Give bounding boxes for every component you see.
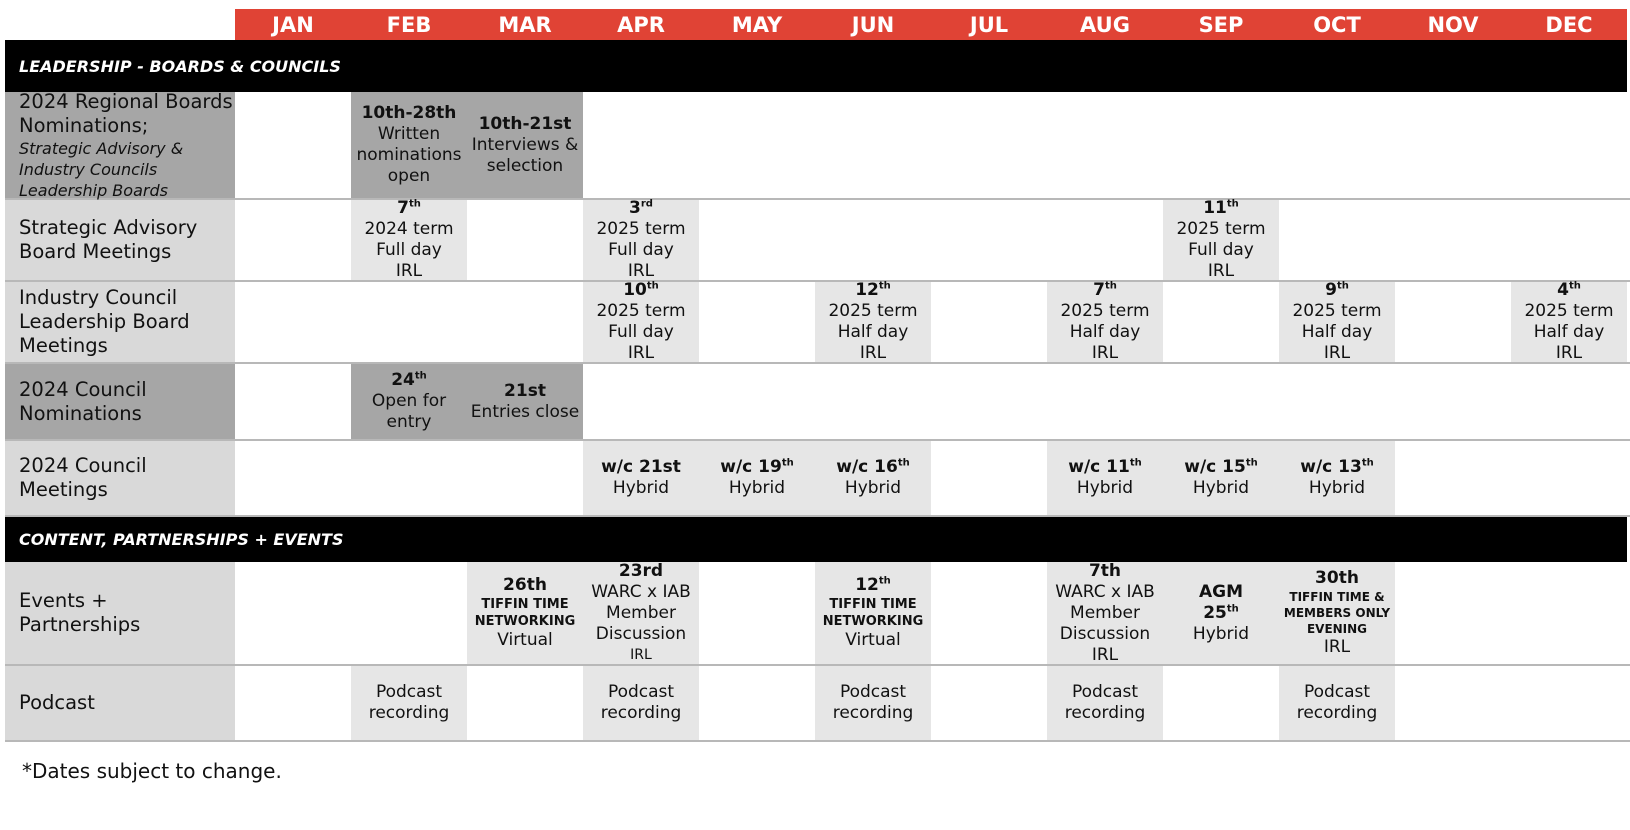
event-mode: Hybrid (1192, 623, 1250, 644)
event-mode: Virtual (845, 630, 901, 650)
event-date: 7th (397, 198, 421, 218)
cell-jul (931, 364, 1047, 439)
cell-jan (235, 282, 351, 362)
row-label: 2024 Council Nominations (5, 364, 235, 439)
event-date: 10th-28th (361, 103, 457, 123)
cell-sep (1163, 364, 1279, 439)
event-term: 2025 term (596, 219, 686, 239)
event-text: open (387, 166, 431, 186)
cell-jul (931, 200, 1047, 280)
cell-jul (931, 92, 1047, 198)
row-regional-nominations (5, 89, 1630, 200)
cell-oct (1279, 92, 1395, 198)
cell-dec (1511, 364, 1627, 439)
event-mode: Virtual (497, 630, 553, 650)
event-title: TIFFIN TIME (481, 597, 569, 612)
cell-oct (1279, 200, 1395, 280)
month-oct: OCT (1279, 9, 1395, 40)
cell-may (699, 441, 815, 515)
cell-dec (1511, 441, 1627, 515)
event-text: recording (832, 703, 914, 723)
cell-oct (1279, 282, 1395, 362)
cell-jun (815, 666, 931, 740)
cell-jan (235, 666, 351, 740)
calendar-grid (5, 9, 1630, 742)
event-term: 2025 term (1524, 301, 1614, 321)
cell-jul (931, 562, 1047, 664)
event-date: 3rd (629, 198, 653, 218)
cell-apr (583, 364, 699, 439)
event-mode: IRL (627, 261, 655, 281)
event-date: 24th (391, 370, 427, 390)
event-date: 9th (1325, 280, 1349, 300)
event-date: w/c 15th (1184, 457, 1258, 477)
cell-may (699, 92, 815, 198)
month-jul: JUL (931, 9, 1047, 40)
event-text: WARC x IAB (1055, 581, 1155, 602)
event-date: w/c 11th (1068, 457, 1142, 477)
cell-dec (1511, 200, 1627, 280)
event-text: recording (368, 703, 450, 723)
cell-sep (1163, 562, 1279, 664)
cell-apr (583, 92, 699, 198)
event-mode: IRL (1091, 343, 1119, 363)
event-mode: IRL (1555, 343, 1583, 363)
event-text: Podcast (839, 682, 907, 702)
event-date: 11th (1203, 198, 1239, 218)
event-date: 12th (855, 280, 891, 300)
cell-aug (1047, 666, 1163, 740)
event-text: Interviews & (471, 134, 579, 155)
cell-nov (1395, 200, 1511, 280)
event-mode: IRL (859, 343, 887, 363)
cell-may (699, 200, 815, 280)
row-label: Industry Council Leadership Board Meetings (5, 282, 235, 362)
event-text: Discussion (595, 623, 687, 644)
event-text: Member (1070, 602, 1140, 623)
event-date: 25th (1203, 602, 1239, 623)
event-term: 2025 term (1060, 301, 1150, 321)
event-date: 7th (1088, 560, 1122, 581)
event-mode: Hybrid (1308, 478, 1366, 498)
cell-mar (467, 200, 583, 280)
event-term: 2025 term (1176, 219, 1266, 239)
row-council-meetings (5, 441, 1630, 517)
section-leadership: LEADERSHIP - BOARDS & COUNCILS (5, 40, 1627, 92)
cell-feb (351, 92, 467, 198)
cell-aug (1047, 200, 1163, 280)
cell-feb (351, 364, 467, 439)
event-mode: IRL (1091, 644, 1119, 665)
cell-jun (815, 441, 931, 515)
cell-mar (467, 364, 583, 439)
event-duration: Full day (608, 240, 674, 260)
cell-feb (351, 200, 467, 280)
event-text: Podcast (1303, 682, 1371, 702)
event-mode: IRL (630, 646, 652, 663)
event-mode: IRL (1323, 637, 1351, 657)
event-mode: Hybrid (844, 478, 902, 498)
header-spacer (5, 9, 235, 40)
cell-oct (1279, 441, 1395, 515)
cell-jun (815, 92, 931, 198)
row-label-sub: Strategic Advisory & Industry Councils Leadership Boards (19, 138, 184, 200)
cell-mar (467, 562, 583, 664)
cell-sep (1163, 666, 1279, 740)
event-date: 23rd (618, 560, 664, 581)
event-text: Podcast (607, 682, 675, 702)
cell-apr (583, 200, 699, 280)
event-mode: Hybrid (728, 478, 786, 498)
event-text: recording (600, 703, 682, 723)
row-podcast (5, 666, 1630, 742)
cell-may (699, 364, 815, 439)
month-sep: SEP (1163, 9, 1279, 40)
cell-nov (1395, 666, 1511, 740)
cell-dec (1511, 92, 1627, 198)
cell-sep (1163, 282, 1279, 362)
event-title: AGM (1198, 581, 1244, 602)
event-text: selection (486, 155, 564, 176)
event-title: TIFFIN TIME & (1289, 590, 1385, 604)
event-date: 10th-21st (478, 113, 572, 134)
cell-aug (1047, 92, 1163, 198)
cell-jun (815, 282, 931, 362)
cell-may (699, 666, 815, 740)
month-aug: AUG (1047, 9, 1163, 40)
event-term: 2024 term (364, 219, 454, 239)
event-text: Written (377, 124, 441, 144)
cell-apr (583, 562, 699, 664)
cell-jun (815, 364, 931, 439)
event-date: w/c 13th (1300, 457, 1374, 477)
cell-feb (351, 282, 467, 362)
cell-sep (1163, 92, 1279, 198)
event-title: NETWORKING (474, 614, 576, 629)
row-industry-meetings (5, 282, 1630, 364)
cell-jul (931, 441, 1047, 515)
month-mar: MAR (467, 9, 583, 40)
event-mode: Hybrid (1076, 478, 1134, 498)
event-text: Discussion (1059, 623, 1151, 644)
event-date: w/c 21st (601, 457, 681, 477)
cell-apr (583, 666, 699, 740)
footnote: *Dates subject to change. (22, 759, 282, 783)
event-duration: Half day (1533, 322, 1605, 342)
event-date: w/c 19th (720, 457, 794, 477)
event-text: Entries close (470, 401, 580, 422)
cell-nov (1395, 92, 1511, 198)
cell-aug (1047, 441, 1163, 515)
cell-nov (1395, 562, 1511, 664)
cell-aug (1047, 364, 1163, 439)
event-title: NETWORKING (822, 614, 924, 629)
event-text: Member (606, 602, 676, 623)
cell-may (699, 282, 815, 362)
month-may: MAY (699, 9, 815, 40)
cell-jan (235, 92, 351, 198)
event-mode: Hybrid (1192, 478, 1250, 498)
event-date: 21st (504, 380, 546, 401)
cell-feb (351, 441, 467, 515)
cell-mar (467, 666, 583, 740)
row-council-nominations (5, 364, 1630, 441)
event-text: entry (386, 412, 432, 432)
cell-oct (1279, 666, 1395, 740)
row-label: 2024 Council Meetings (5, 441, 235, 515)
event-mode: IRL (395, 261, 423, 281)
event-date: 26th (503, 575, 547, 595)
event-term: 2025 term (828, 301, 918, 321)
event-text: recording (1064, 703, 1146, 723)
cell-jun (815, 562, 931, 664)
event-title: TIFFIN TIME (829, 597, 917, 612)
month-apr: APR (583, 9, 699, 40)
month-nov: NOV (1395, 9, 1511, 40)
cell-nov (1395, 364, 1511, 439)
cell-jan (235, 441, 351, 515)
row-label (5, 89, 235, 200)
cell-sep (1163, 441, 1279, 515)
event-title: MEMBERS ONLY (1283, 606, 1391, 620)
row-strategic-meetings (5, 200, 1630, 282)
event-mode: IRL (627, 343, 655, 363)
cell-mar (467, 441, 583, 515)
event-mode: IRL (1323, 343, 1351, 363)
event-date: 30th (1315, 568, 1359, 588)
month-jun: JUN (815, 9, 931, 40)
section-content: CONTENT, PARTNERSHIPS + EVENTS (5, 517, 1627, 562)
cell-nov (1395, 441, 1511, 515)
event-duration: Half day (1301, 322, 1373, 342)
cell-may (699, 562, 815, 664)
cell-mar (467, 282, 583, 362)
cell-dec (1511, 562, 1627, 664)
event-date: 4th (1557, 280, 1581, 300)
cell-jun (815, 200, 931, 280)
row-label: Events + Partnerships (5, 562, 235, 664)
event-date: w/c 16th (836, 457, 910, 477)
cell-dec (1511, 666, 1627, 740)
event-text: Podcast (375, 682, 443, 702)
cell-jan (235, 562, 351, 664)
event-term: 2025 term (596, 301, 686, 321)
event-duration: Full day (1188, 240, 1254, 260)
row-label-main: 2024 Regional Boards Nominations; (19, 89, 233, 137)
cell-mar (467, 92, 583, 198)
cell-oct (1279, 364, 1395, 439)
cell-sep (1163, 200, 1279, 280)
event-date: 7th (1093, 280, 1117, 300)
row-events (5, 562, 1630, 666)
event-duration: Full day (376, 240, 442, 260)
cell-jan (235, 200, 351, 280)
month-header (5, 9, 1630, 40)
cell-aug (1047, 562, 1163, 664)
cell-jul (931, 282, 1047, 362)
event-text: Open for (371, 391, 447, 411)
cell-aug (1047, 282, 1163, 362)
event-text: recording (1296, 703, 1378, 723)
event-mode: Hybrid (612, 478, 670, 498)
event-date: 10th (623, 280, 659, 300)
event-duration: Half day (1069, 322, 1141, 342)
row-label: Podcast (5, 666, 235, 740)
cell-dec (1511, 282, 1627, 362)
event-duration: Half day (837, 322, 909, 342)
event-text: Podcast (1071, 682, 1139, 702)
event-text: WARC x IAB (591, 581, 691, 602)
cell-oct (1279, 562, 1395, 664)
cell-jan (235, 364, 351, 439)
row-label: Strategic Advisory Board Meetings (5, 200, 235, 280)
cell-apr (583, 441, 699, 515)
cell-apr (583, 282, 699, 362)
event-duration: Full day (608, 322, 674, 342)
event-mode: IRL (1207, 261, 1235, 281)
month-jan: JAN (235, 9, 351, 40)
month-dec: DEC (1511, 9, 1627, 40)
event-text: nominations (356, 145, 462, 165)
cell-nov (1395, 282, 1511, 362)
event-date: 12th (855, 575, 891, 595)
cell-feb (351, 666, 467, 740)
cell-feb (351, 562, 467, 664)
event-title: EVENING (1306, 622, 1368, 636)
cell-jul (931, 666, 1047, 740)
event-term: 2025 term (1292, 301, 1382, 321)
month-feb: FEB (351, 9, 467, 40)
